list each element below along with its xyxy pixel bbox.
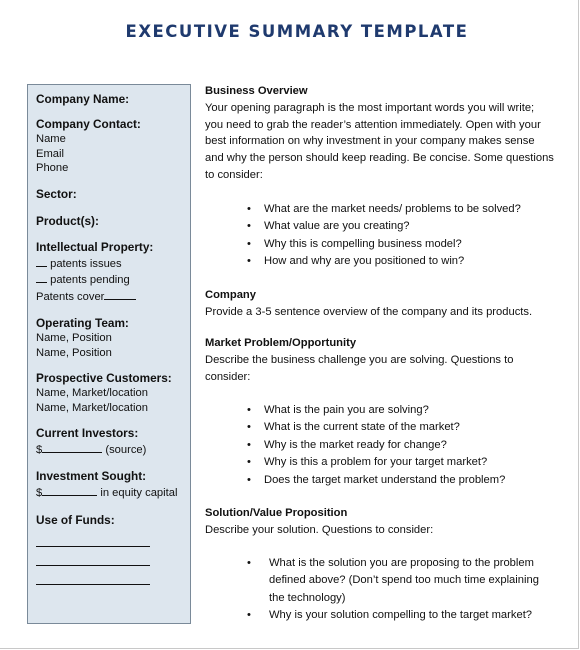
bullet-icon: • bbox=[247, 456, 251, 469]
list-item: • Why is the market ready for change? bbox=[205, 437, 565, 455]
page-title: EXECUTIVE SUMMARY TEMPLATE bbox=[125, 22, 469, 41]
patents-pending-line: patents pending bbox=[36, 271, 190, 288]
funds-blank-line bbox=[36, 566, 150, 585]
bullet-icon: • bbox=[247, 473, 251, 486]
list-item: • What are the market needs/ problems to be solved? bbox=[205, 201, 565, 219]
patents-cover-line: Patents cover bbox=[36, 288, 190, 305]
list-item: • What is the pain you are solving? bbox=[205, 402, 565, 420]
bullet-icon: • bbox=[247, 438, 251, 451]
list-item: • Why is your solution compelling to the target market? bbox=[205, 607, 565, 625]
business-overview-line: best information on why investment in your company makes sense bbox=[205, 135, 535, 148]
business-overview-line: you need to grab the reader’s attention immediately. Open with your bbox=[205, 118, 541, 131]
list-item: • What is the current state of the market? bbox=[205, 419, 565, 437]
blank-line bbox=[104, 288, 136, 300]
main-content bbox=[205, 83, 565, 625]
contact-phone-field: Phone bbox=[36, 162, 69, 174]
funds-blank-line bbox=[36, 547, 150, 566]
blank-line bbox=[42, 484, 97, 496]
market-problem-line: consider: bbox=[205, 370, 251, 383]
bullet-icon: • bbox=[247, 609, 251, 622]
business-overview-bullets bbox=[205, 201, 565, 271]
bullet-icon: • bbox=[247, 202, 251, 215]
prospective-customers-label: Prospective Customers: bbox=[36, 371, 172, 385]
investors-amount-line: $ (source) bbox=[36, 441, 190, 458]
market-problem-line: Describe the business challenge you are solving. Questions to bbox=[205, 354, 514, 367]
business-overview-line: Your opening paragraph is the most important words you will write; bbox=[205, 101, 535, 114]
investment-amount-line: $ in equity capital bbox=[36, 484, 190, 501]
blank-line bbox=[36, 255, 47, 267]
list-item: • What value are you creating? bbox=[205, 218, 565, 236]
team-member-line: Name, Position bbox=[36, 332, 112, 344]
company-name-label: Company Name: bbox=[36, 92, 130, 106]
bullet-icon: • bbox=[247, 556, 251, 569]
list-item: • Why is this a problem for your target market? bbox=[205, 454, 565, 472]
use-of-funds-label: Use of Funds: bbox=[36, 513, 115, 527]
operating-team-label: Operating Team: bbox=[36, 316, 129, 330]
business-overview-line: and why the person should keep reading. Be concise. Some questions bbox=[205, 152, 554, 165]
contact-email-field: Email bbox=[36, 147, 64, 160]
bullet-icon: • bbox=[247, 237, 251, 250]
solution-bullets bbox=[205, 555, 565, 625]
customer-line: Name, Market/location bbox=[36, 387, 148, 399]
list-item: • Does the target market understand the problem? bbox=[205, 472, 565, 490]
products-label: Product(s): bbox=[36, 213, 99, 228]
patents-issues-line: patents issues bbox=[36, 255, 190, 272]
solution-text: Describe your solution. Questions to consider: bbox=[205, 524, 434, 537]
market-problem-bullets bbox=[205, 402, 565, 490]
customer-line: Name, Market/location bbox=[36, 401, 148, 414]
blank-line bbox=[36, 271, 47, 283]
business-overview-line: to consider: bbox=[205, 168, 263, 181]
sidebar-company-info bbox=[27, 84, 191, 624]
funds-blank-line bbox=[36, 528, 150, 547]
bullet-icon: • bbox=[247, 255, 251, 268]
sector-label: Sector: bbox=[36, 186, 77, 201]
company-text: Provide a 3-5 sentence overview of the company and its products. bbox=[205, 305, 533, 318]
bullet-icon: • bbox=[247, 403, 251, 416]
bullet-icon: • bbox=[247, 220, 251, 233]
business-overview-heading: Business Overview bbox=[205, 85, 308, 97]
company-heading: Company bbox=[205, 288, 256, 301]
bullet-icon: • bbox=[247, 421, 251, 434]
list-item: • What is the solution you are proposing to the problem defined above? (Don’t spend too much time explaining the technology) bbox=[247, 556, 539, 604]
list-item: • How and why are you positioned to win? bbox=[205, 253, 565, 271]
list-item: • Why this is compelling business model? bbox=[205, 236, 565, 254]
intellectual-property-label: Intellectual Property: bbox=[36, 239, 154, 254]
market-problem-heading: Market Problem/Opportunity bbox=[205, 337, 357, 350]
solution-heading: Solution/Value Proposition bbox=[205, 507, 348, 520]
contact-name-field: Name bbox=[36, 133, 66, 145]
blank-line bbox=[42, 441, 102, 453]
team-member-line: Name, Position bbox=[36, 346, 112, 359]
investment-sought-label: Investment Sought: bbox=[36, 468, 147, 483]
current-investors-label: Current Investors: bbox=[36, 426, 139, 440]
company-contact-label: Company Contact: bbox=[36, 117, 141, 131]
